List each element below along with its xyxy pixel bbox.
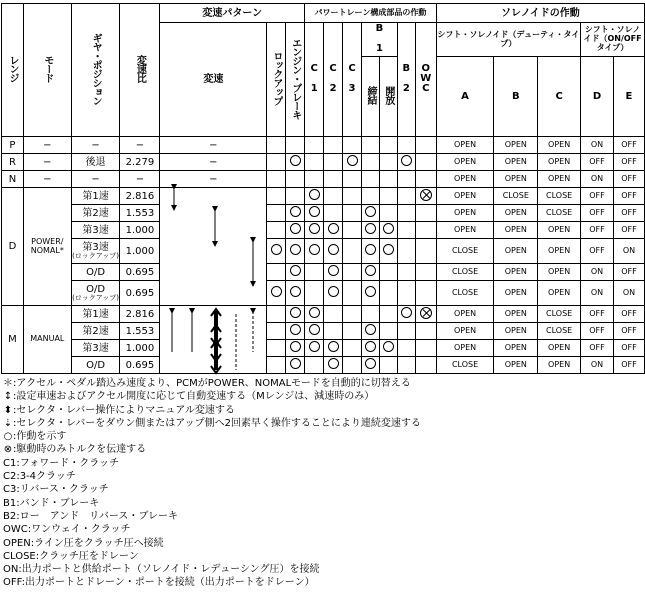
- shift-pattern-header: 変速パターン: [160, 4, 305, 23]
- engine-brake-mark: [290, 155, 301, 166]
- table-row: 第2速 1.553 OPEN OPEN CLOSE OFF OFF: [2, 205, 645, 222]
- mode-header: モード: [23, 4, 71, 137]
- d-shift-pattern: [160, 188, 267, 306]
- gear-header: ギヤ・ポジション: [71, 4, 120, 137]
- duty-solenoid-header: シフト・ソレノイド（デューティ・タイプ）: [436, 23, 580, 57]
- table-row: 第3速 1.000 OPEN OPEN OPEN OFF OFF: [2, 340, 645, 357]
- c3-mark: [347, 155, 358, 166]
- legend-item: ⊗:駆動時のみトルクを伝達する: [3, 444, 147, 456]
- legend-item: OPEN:ライン圧をクラッチ圧へ接続: [3, 537, 164, 549]
- table-row: R − 後退 2.279 − OPEN OPEN OPEN OFF OFF: [2, 154, 645, 171]
- legend-item: ↕:設定車速およびアクセル開度に応じて自動変速する（Mレンジは、減速時のみ）: [3, 391, 375, 403]
- legend: [3, 377, 643, 590]
- owc-header: OWC: [415, 23, 436, 137]
- onoff-solenoid-header: シフト・ソレノイド（ON/OFF タイプ）: [581, 23, 645, 57]
- table-row: O/D (ロックアップ) 0.695 CLOSE OPEN OPEN ON ON: [2, 281, 645, 306]
- powertrain-header: パワートレーン構成部品の作動: [305, 4, 436, 23]
- legend-item: B2:ロー アンド リバース・ブレーキ: [3, 510, 178, 522]
- sol-d-header: D: [581, 57, 614, 137]
- shift-header: 変速: [160, 23, 267, 137]
- range-header: レンジ: [2, 4, 24, 137]
- legend-item: ＊:アクセル・ペダル踏込み速度より、PCMがPOWER、NOMALモードを自動的に切替える: [3, 378, 411, 389]
- owc-mark: [420, 189, 432, 201]
- legend-item: ON:出力ポートと供給ポート（ソレノイド・レデューシング圧）を接続: [3, 564, 320, 576]
- legend-item: ○:作動を示す: [3, 431, 67, 443]
- legend-item: C1:フォワード・クラッチ: [3, 457, 120, 469]
- sol-e-header: E: [613, 57, 644, 137]
- table-row: O/D 0.695 CLOSE OPEN OPEN ON OFF: [2, 264, 645, 281]
- b1-apply-header: 締結: [361, 57, 379, 137]
- table-row: D POWER/ NOMAL* 第1速 2.816 OPEN CLOSE CLOSE OFF OFF: [2, 188, 645, 205]
- table-row: N − − − − OPEN OPEN OPEN ON OFF: [2, 171, 645, 188]
- sol-c-header: C: [538, 57, 581, 137]
- sol-a-header: A: [436, 57, 494, 137]
- legend-item: CLOSE:クラッチ圧をドレーン: [3, 550, 139, 562]
- legend-item: ⇣:セレクタ・レバーをダウン側またはアップ側へ2回素早く操作することにより連続変速する: [3, 417, 421, 429]
- lockup-header: ロックアップ: [267, 23, 286, 137]
- legend-item: OWC:ワンウェイ・クラッチ: [3, 524, 131, 536]
- legend-item: ⬍:セレクタ・レバー操作によりマニュアル変速する: [3, 404, 235, 416]
- table-row: 第3速 (ロックアップ) 1.000 CLOSE OPEN OPEN OFF ON: [2, 239, 645, 264]
- b2-mark: [401, 155, 412, 166]
- table-row: 第2速 1.553 OPEN OPEN CLOSE OFF OFF: [2, 323, 645, 340]
- operation-table: [1, 3, 645, 374]
- b1-release-header: 開放: [379, 57, 397, 137]
- table-row: 第3速 1.000 OPEN OPEN OPEN OFF OFF: [2, 222, 645, 239]
- c2-header: C 2: [324, 23, 343, 137]
- b1-header: B 1: [361, 23, 397, 57]
- engine-brake-header: エンジン・ブレーキ: [286, 23, 305, 137]
- legend-item: B1:バンド・ブレーキ: [3, 497, 100, 509]
- m-shift-pattern: [160, 306, 267, 374]
- b2-header: B 2: [397, 23, 415, 137]
- legend-item: OFF:出力ポートとドレーン・ポートを接続（出力ポートをドレーン）: [3, 577, 315, 589]
- legend-item: C3:リバース・クラッチ: [3, 484, 109, 496]
- table-row: M MANUAL 第1速 2.816 OPEN OPEN CLOSE OFF OFF: [2, 306, 645, 323]
- c3-header: C 3: [343, 23, 362, 137]
- sol-b-header: B: [494, 57, 538, 137]
- solenoid-header: ソレノイドの作動: [436, 4, 644, 23]
- table-row: O/D 0.695 CLOSE OPEN OPEN ON OFF: [2, 357, 645, 374]
- legend-item: C2:3-4クラッチ: [3, 471, 76, 483]
- table-row: P − − − − OPEN OPEN OPEN ON OFF: [2, 137, 645, 154]
- c1-header: C 1: [305, 23, 324, 137]
- ratio-header: 変速比: [120, 4, 160, 137]
